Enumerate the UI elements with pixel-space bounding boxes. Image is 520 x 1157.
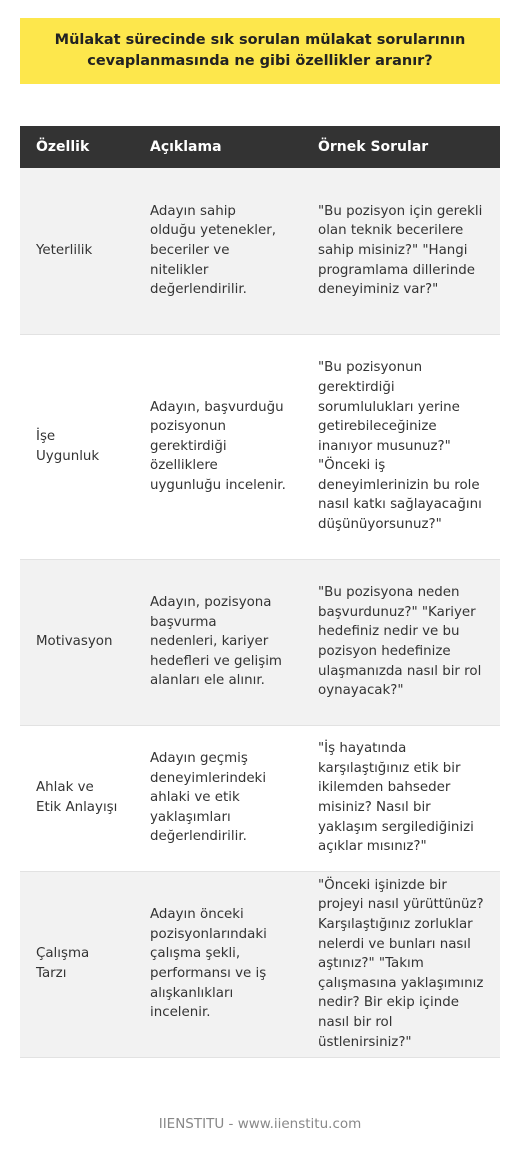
feature-cell: Çalışma Tarzı [20,871,134,1057]
description-cell: Adayın önceki pozisyonlarındaki çalışma şekli, performansı ve iş alışkanlıkları incelenir. [134,871,302,1057]
description-cell: Adayın sahip olduğu yetenekler, beceriler ve nitelikler değerlendirilir. [134,168,302,334]
column-header-description: Açıklama [134,126,302,168]
description-cell: Adayın, pozisyona başvurma nedenleri, kariyer hedefleri ve gelişim alanları ele alınır. [134,559,302,725]
table-row [20,334,500,559]
examples-cell: "Önceki işinizde bir projeyi nasıl yürüttünüz? Karşılaştığınız zorluklar nelerdi ve bunları nasıl aştınız?" "Takım çalışmasına yaklaşımınız nedir? Bir ekip içinde nasıl bir rol üstlenirsiniz?" [302,871,500,1057]
feature-cell: İşe Uygunluk [20,334,134,559]
title-banner [20,18,500,84]
table-row [20,725,500,871]
column-header-examples: Örnek Sorular [302,126,500,168]
table-row [20,871,500,1057]
table-header-row [20,126,500,168]
feature-cell: Yeterlilik [20,168,134,334]
footer-credit: IIENSTITU - www.iienstitu.com [158,1116,362,1132]
description-cell: Adayın geçmiş deneyimlerindeki ahlaki ve etik yaklaşımları değerlendirilir. [134,725,302,871]
table-row [20,559,500,725]
examples-cell: "Bu pozisyon için gerekli olan teknik becerilere sahip misiniz?" "Hangi programlama dillerinde deneyiminiz var?" [302,168,500,334]
examples-cell: "Bu pozisyona neden başvurdunuz?" "Kariyer hedefiniz nedir ve bu pozisyon hedefinize ulaşmanızda nasıl bir rol oynayacak?" [302,559,500,725]
examples-cell: "İş hayatında karşılaştığınız etik bir ikilemden bahseder misiniz? Nasıl bir yaklaşım sergilediğinizi açıklar mısınız?" [302,725,500,871]
features-table [20,126,500,1058]
table-row [20,168,500,334]
page-title: Mülakat sürecinde sık sorulan mülakat sorularının cevaplanmasında ne gibi özellikler aranır? [54,32,466,69]
description-cell: Adayın, başvurduğu pozisyonun gerektirdiği özelliklere uygunluğu incelenir. [134,334,302,559]
column-header-feature: Özellik [20,126,134,168]
examples-cell: "Bu pozisyonun gerektirdiği sorumlulukları yerine getirebileceğinize inanıyor musunuz?" "Önceki iş deneyimlerinizin bu role nasıl katkı sağlayacağını düşünüyorsunuz?" [302,334,500,559]
feature-cell: Ahlak ve Etik Anlayışı [20,725,134,871]
feature-cell: Motivasyon [20,559,134,725]
features-table-container [20,126,500,1058]
